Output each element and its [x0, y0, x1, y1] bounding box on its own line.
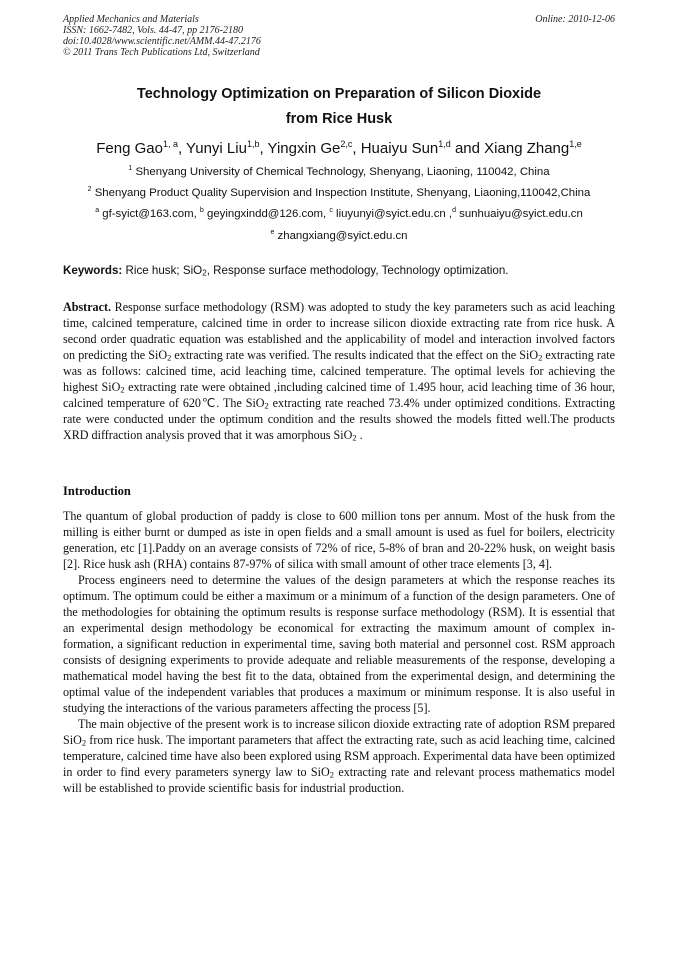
subscript: 2	[81, 737, 87, 748]
online-date: Online: 2010-12-06	[535, 14, 615, 25]
abstract-label: Abstract.	[63, 300, 112, 314]
title-line-1: Technology Optimization on Preparation of Silicon Dioxide	[136, 86, 542, 102]
subscript: 2	[202, 268, 207, 278]
subscript: 2	[264, 400, 269, 411]
subscript: 2	[352, 432, 357, 443]
issn-line: ISSN: 1662-7482, Vols. 44-47, pp 2176-2180	[63, 25, 243, 36]
author-affiliation-mark: 1,b	[246, 139, 260, 149]
subscript: 2	[167, 352, 172, 363]
subscript: 2	[329, 769, 334, 780]
author-separator: ,	[177, 140, 187, 157]
paragraph-text: from rice husk. The important parameters that affect the extracting rate, such as acid leaching time, calcined temperature, calcined time have also been explored using RSM approach. Experimental data have been optimized in order to find every parameters synergy law to SiO	[63, 733, 615, 779]
section-heading-introduction: Introduction	[63, 484, 131, 498]
affiliation-1	[30, 165, 648, 178]
subscript: 2	[538, 352, 543, 363]
email-list	[30, 207, 648, 220]
email-mark: d	[452, 207, 456, 214]
author-separator: and	[450, 140, 485, 157]
email-text: gf-syict@163.com,	[99, 207, 200, 220]
paragraph: Process engineers need to determine the values of the design parameters at which the response reaches its optimum. The optimum could be either a maximum or a minimum of a function of the design parameters. One of the methodologies for obtaining the optimum results is response surface methodology (RSM). It is essential that an experimental design methodology be economical for extracting the maximum amount of complex in- formation, a significant reduction in experimental time, saving both material and personnel cost. RSM approach consists of designing experiments to provide adequate and reliable measurements of the response, developing a mathematical model having the best fit to the data, obtained from the experimental design, and determining the optimal value of the independent variables that produces a maximum or minimum response. It is also useful in studying the interactions of the various parameters affecting the process [5].	[63, 573, 615, 715]
introduction-body	[63, 508, 615, 796]
author-name: Feng Gao	[96, 140, 163, 157]
author-affiliation-mark: 2,c	[340, 139, 353, 149]
author-affiliation-mark: 1, a	[162, 139, 178, 149]
author-list	[30, 139, 648, 157]
paragraph: The quantum of global production of paddy is close to 600 million tons per annum. Most of the husk from the milling is either burnt or dumped as iste in open fields and a small amount is used as fuel for boilers, electricity generation, etc [1].Paddy on an average consists of 72% of rice, 5-8% of bran and 20-22% husk, on weight basis [2]. Rice husk ash (RHA) contains 87-97% of silica with small amount of other trace elements [3, 4].	[63, 509, 615, 571]
abstract-text: extracting rate was as follows: calcined time, acid leaching time, calcined temperature. The optimal levels for achieving the highest SiO	[63, 348, 615, 394]
author-name: Yunyi Liu	[186, 140, 247, 157]
keywords-text: , Response surface methodology, Technology optimization.	[206, 264, 509, 277]
affiliation-2	[30, 186, 648, 199]
email-list-2	[30, 229, 648, 242]
copyright-line: © 2011 Trans Tech Publications Ltd, Switzerland	[63, 47, 260, 58]
email-mark: e	[270, 229, 275, 236]
keywords-label: Keywords:	[63, 264, 123, 277]
paragraph-text: The main objective of the present work is to increase silicon dioxide extracting rate of adoption RSM prepared SiO	[63, 717, 615, 747]
doi-line: doi:10.4028/www.scientific.net/AMM.44-47.2176	[63, 36, 261, 47]
keywords	[63, 264, 615, 277]
email-mark: a	[95, 207, 100, 214]
email-mark: b	[199, 207, 204, 214]
abstract-text: extracting rate were obtained ,including calcined time of 1.495 hour, acid leaching time of 36 hour, calcined temperature of 620℃. The SiO	[63, 380, 615, 410]
affiliation-text: Shenyang Product Quality Supervision and Inspection Institute, Shenyang, Liaoning,110042,China	[91, 186, 591, 199]
journal-header	[63, 14, 615, 58]
email-mark: c	[329, 207, 333, 214]
affiliation-text: Shenyang University of Chemical Technology, Shenyang, Liaoning, 110042, China	[132, 165, 550, 178]
affiliation-mark: 2	[87, 186, 92, 193]
journal-name: Applied Mechanics and Materials	[63, 14, 199, 25]
email-text: sunhuaiyu@syict.edu.cn	[455, 207, 583, 220]
paragraph-text: extracting rate and relevant process mathematics model will be established to provide scientific basis for industrial production.	[63, 765, 615, 795]
email-text: geyingxindd@126.com,	[203, 207, 330, 220]
abstract	[63, 299, 615, 443]
author-separator: ,	[352, 140, 361, 157]
author-affiliation-mark: 1,e	[569, 139, 582, 149]
author-name: Xiang Zhang	[484, 140, 570, 157]
abstract-text: extracting rate reached 73.4% under optimized conditions. Extracting rate were conducted under the optimum condition and the results showed the models fitted well.The products XRD diffraction analysis proved that it was amorphous SiO	[63, 396, 615, 442]
subscript: 2	[120, 384, 125, 395]
author-separator: ,	[259, 140, 268, 157]
email-text: zhangxiang@syict.edu.cn	[274, 229, 408, 242]
abstract-text: .	[356, 428, 363, 442]
paper-title	[63, 82, 615, 132]
abstract-text: extracting rate was verified. The results indicated that the effect on the SiO	[171, 348, 539, 362]
author-name: Yingxin Ge	[267, 140, 341, 157]
abstract-text: Response surface methodology (RSM) was adopted to study the key parameters such as acid leaching time, calcined temperature, calcined time in order to increase silicon dioxide extracting rate from rice husk. A second order quadratic equation was established and the applicability of model and interaction involved factors on predicting the SiO	[63, 300, 615, 362]
author-affiliation-mark: 1,d	[438, 139, 451, 149]
author-name: Huaiyu Sun	[360, 140, 439, 157]
paragraph	[63, 716, 615, 796]
email-text: liuyunyi@syict.edu.cn ,	[332, 207, 453, 220]
keywords-text: Rice husk; SiO	[122, 264, 203, 277]
affiliation-mark: 1	[128, 165, 133, 172]
title-line-2: from Rice Husk	[285, 111, 393, 127]
